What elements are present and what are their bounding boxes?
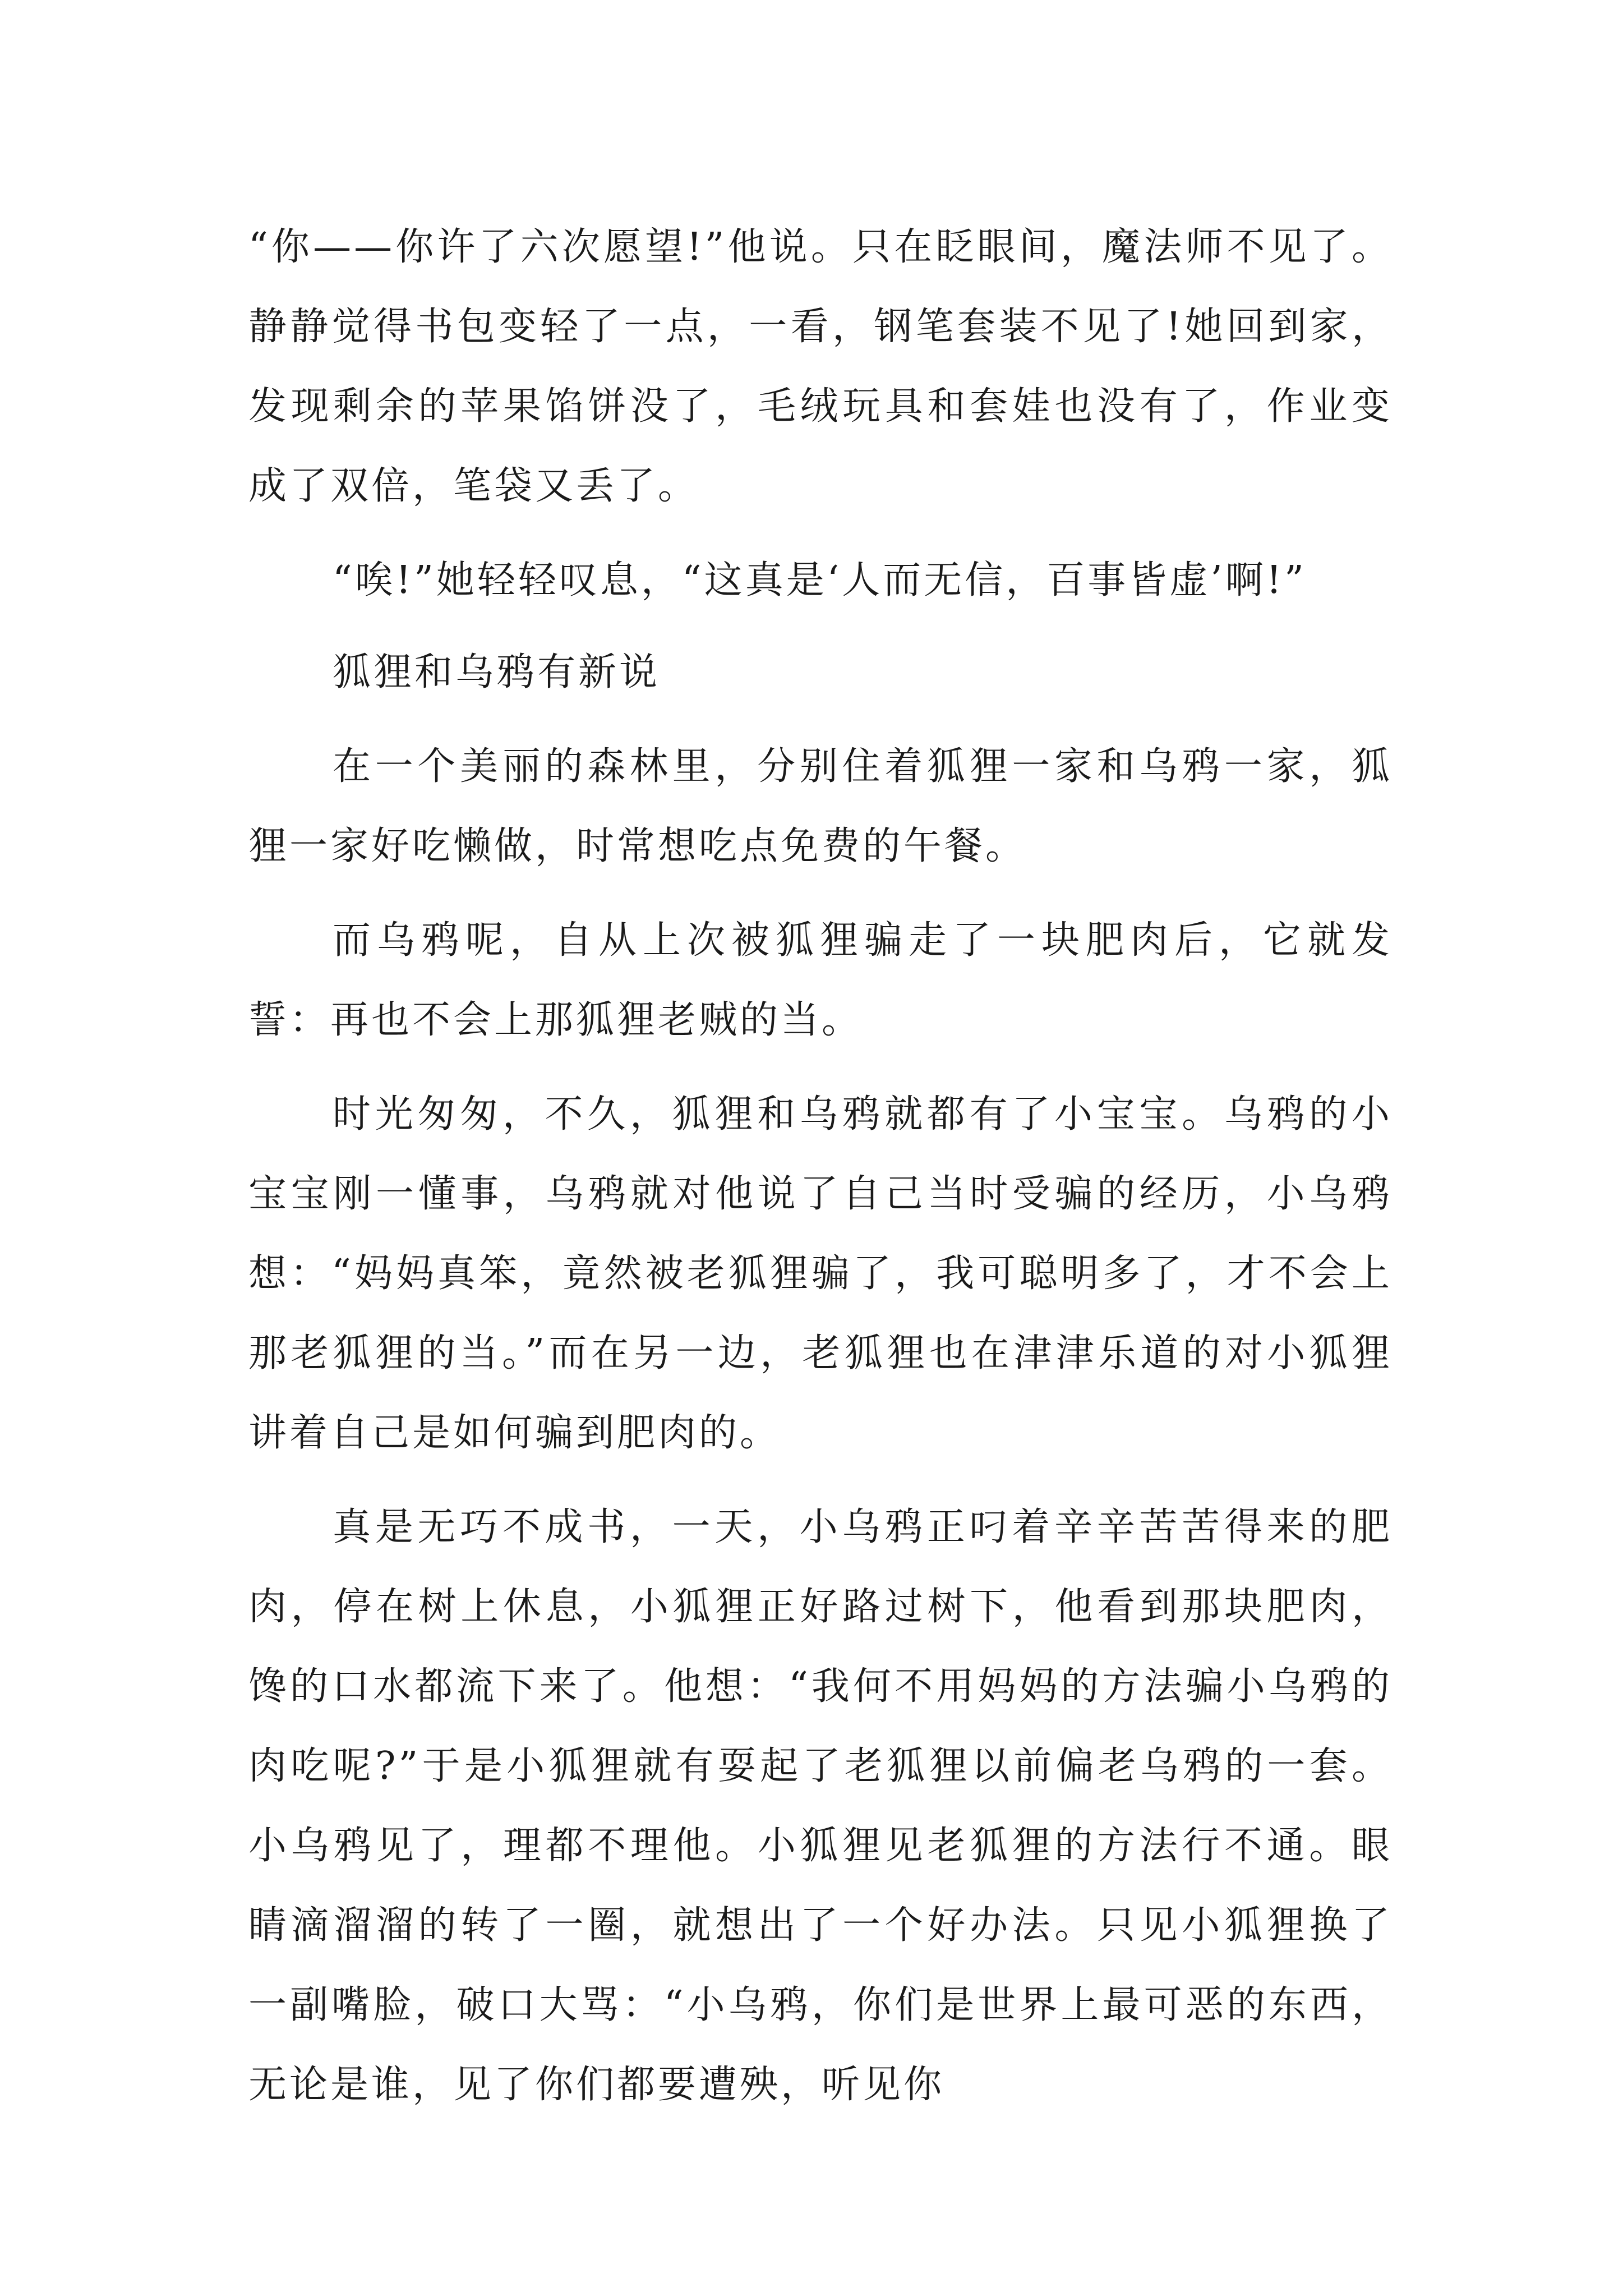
paragraph-1: “你——你许了六次愿望!”他说。只在眨眼间，魔法师不见了。静静觉得书包变轻了一点，一看，钢笔套装不见了!她回到家，发现剩余的苹果馅饼没了，毛绒玩具和套娃也没有了，作业变成了双倍，笔袋又丢了。 [248,225,1393,508]
paragraph-3: 在一个美丽的森林里，分别住着狐狸一家和乌鸦一家，狐狸一家好吃懒做，时常想吃点免费的午餐。 [248,744,1393,868]
paragraph-2: “唉!”她轻轻叹息，“这真是‘人而无信，百事皆虚’啊!” [333,558,1307,602]
paragraph-4: 而乌鸦呢，自从上次被狐狸骗走了一块肥肉后，它就发誓：再也不会上那狐狸老贼的当。 [248,918,1393,1042]
paragraph-5: 时光匆匆，不久，狐狸和乌鸦就都有了小宝宝。乌鸦的小宝宝刚一懂事，乌鸦就对他说了自己当时受骗的经历，小乌鸦想：“妈妈真笨，竟然被老狐狸骗了，我可聪明多了，才不会上那老狐狸的当。”而在另一边，老狐狸也在津津乐道的对小狐狸讲着自己是如何骗到肥肉的。 [248,1092,1393,1455]
document-body [248,208,1393,2125]
story-title: 狐狸和乌鸦有新说 [333,650,661,694]
paragraph-6: 真是无巧不成书，一天，小乌鸦正叼着辛辛苦苦得来的肥肉，停在树上休息，小狐狸正好路过树下，他看到那块肥肉，馋的口水都流下来了。他想：“我何不用妈妈的方法骗小乌鸦的肉吃呢?”于是小狐狸就有耍起了老狐狸以前偏老乌鸦的一套。小乌鸦见了，理都不理他。小狐狸见老狐狸的方法行不通。眼睛滴溜溜的转了一圈，就想出了一个好办法。只见小狐狸换了一副嘴脸，破口大骂：“小乌鸦，你们是世界上最可恶的东西，无论是谁，见了你们都要遭殃，听见你 [248,1505,1393,2107]
